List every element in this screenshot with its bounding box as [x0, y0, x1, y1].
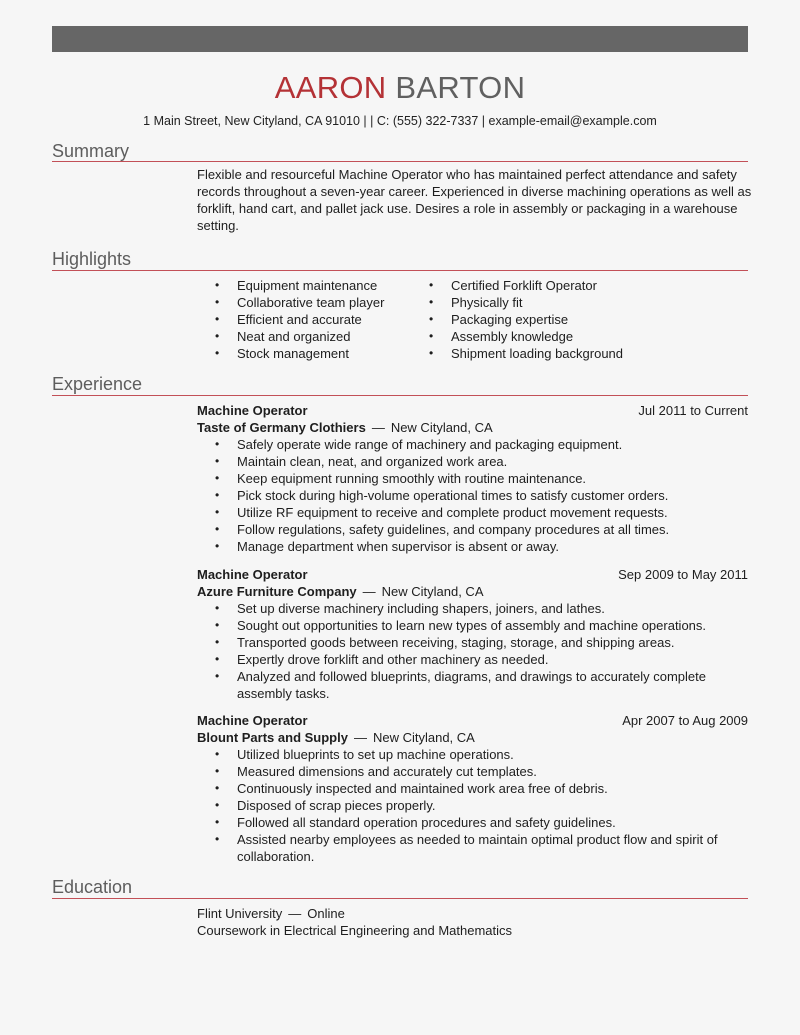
section-title-summary: Summary	[52, 141, 130, 161]
job-dates: Sep 2009 to May 2011	[618, 567, 748, 582]
list-item: • Certified Forklift Operator	[429, 277, 623, 294]
company-name: Blount Parts and Supply	[197, 730, 348, 745]
section-divider	[52, 270, 748, 271]
list-item: • Measured dimensions and accurately cut templates.	[215, 763, 748, 780]
list-item: • Assisted nearby employees as needed to maintain optimal product flow and spirit of collaboration.	[215, 831, 748, 865]
job-location: New Cityland, CA	[381, 584, 484, 599]
highlights-left-list	[215, 277, 384, 362]
job-dates: Jul 2011 to Current	[638, 403, 748, 418]
em-dash: —	[371, 420, 385, 435]
list-item: • Safely operate wide range of machinery and packaging equipment.	[215, 436, 748, 453]
header-bar	[52, 26, 748, 52]
company-name: Azure Furniture Company	[197, 584, 357, 599]
job-title: Machine Operator	[197, 713, 308, 728]
highlights-right-list	[429, 277, 623, 362]
school-name: Flint University	[197, 906, 283, 921]
list-item: • Analyzed and followed blueprints, diagrams, and drawings to accurately complete assembly tasks.	[215, 668, 748, 702]
list-item: • Utilize RF equipment to receive and complete product movement requests.	[215, 504, 748, 521]
list-item: • Packaging expertise	[429, 311, 623, 328]
candidate-name	[0, 68, 800, 108]
list-item: • Sought out opportunities to learn new types of assembly and machine operations.	[215, 617, 748, 634]
company-name: Taste of Germany Clothiers	[197, 420, 366, 435]
section-divider	[52, 898, 748, 899]
list-item: • Keep equipment running smoothly with routine maintenance.	[215, 470, 748, 487]
em-dash: —	[353, 730, 367, 745]
em-dash: —	[288, 906, 302, 921]
section-title-highlights: Highlights	[52, 249, 132, 269]
job-entry	[197, 566, 748, 702]
first-name: AARON	[274, 70, 387, 105]
list-item: • Physically fit	[429, 294, 623, 311]
job-bullets	[197, 746, 748, 865]
list-item: • Efficient and accurate	[215, 311, 384, 328]
education-details: Coursework in Electrical Engineering and Mathematics	[197, 923, 513, 938]
section-title-education: Education	[52, 877, 133, 897]
job-bullets	[197, 436, 748, 555]
last-name: BARTON	[395, 70, 526, 105]
list-item: • Disposed of scrap pieces properly.	[215, 797, 748, 814]
section-divider	[52, 395, 748, 396]
list-item: • Neat and organized	[215, 328, 384, 345]
job-location: New Cityland, CA	[390, 420, 493, 435]
job-entry	[197, 712, 748, 865]
list-item: • Shipment loading background	[429, 345, 623, 362]
job-location: New Cityland, CA	[372, 730, 475, 745]
job-title: Machine Operator	[197, 403, 308, 418]
education-entry	[197, 905, 512, 939]
job-bullets	[197, 600, 748, 702]
list-item: • Equipment maintenance	[215, 277, 384, 294]
list-item: • Set up diverse machinery including shapers, joiners, and lathes.	[215, 600, 748, 617]
list-item: • Followed all standard operation procedures and safety guidelines.	[215, 814, 748, 831]
list-item: • Expertly drove forklift and other machinery as needed.	[215, 651, 748, 668]
list-item: • Maintain clean, neat, and organized work area.	[215, 453, 748, 470]
list-item: • Collaborative team player	[215, 294, 384, 311]
list-item: • Utilized blueprints to set up machine operations.	[215, 746, 748, 763]
list-item: • Manage department when supervisor is absent or away.	[215, 538, 748, 555]
job-title: Machine Operator	[197, 567, 308, 582]
em-dash: —	[362, 584, 376, 599]
list-item: • Stock management	[215, 345, 384, 362]
list-item: • Assembly knowledge	[429, 328, 623, 345]
section-title-experience: Experience	[52, 374, 143, 394]
list-item: • Follow regulations, safety guidelines, and company procedures at all times.	[215, 521, 748, 538]
contact-info: 1 Main Street, New Cityland, CA 91010 | | C: (555) 322-7337 | example-email@example.com	[143, 114, 657, 128]
job-entry	[197, 402, 748, 555]
section-divider	[52, 161, 748, 162]
list-item: • Pick stock during high-volume operational times to satisfy customer orders.	[215, 487, 748, 504]
school-location: Online	[307, 906, 345, 921]
list-item: • Continuously inspected and maintained work area free of debris.	[215, 780, 748, 797]
job-dates: Apr 2007 to Aug 2009	[622, 713, 748, 728]
list-item: • Transported goods between receiving, staging, storage, and shipping areas.	[215, 634, 748, 651]
summary-text: Flexible and resourceful Machine Operator who has maintained perfect attendance and safety records throughout a seven-year career. Experienced in diverse machining operations as well as forklift, hand cart, and pallet jack use. Desires a role in assembly or packaging in a warehouse setting.	[197, 167, 752, 233]
